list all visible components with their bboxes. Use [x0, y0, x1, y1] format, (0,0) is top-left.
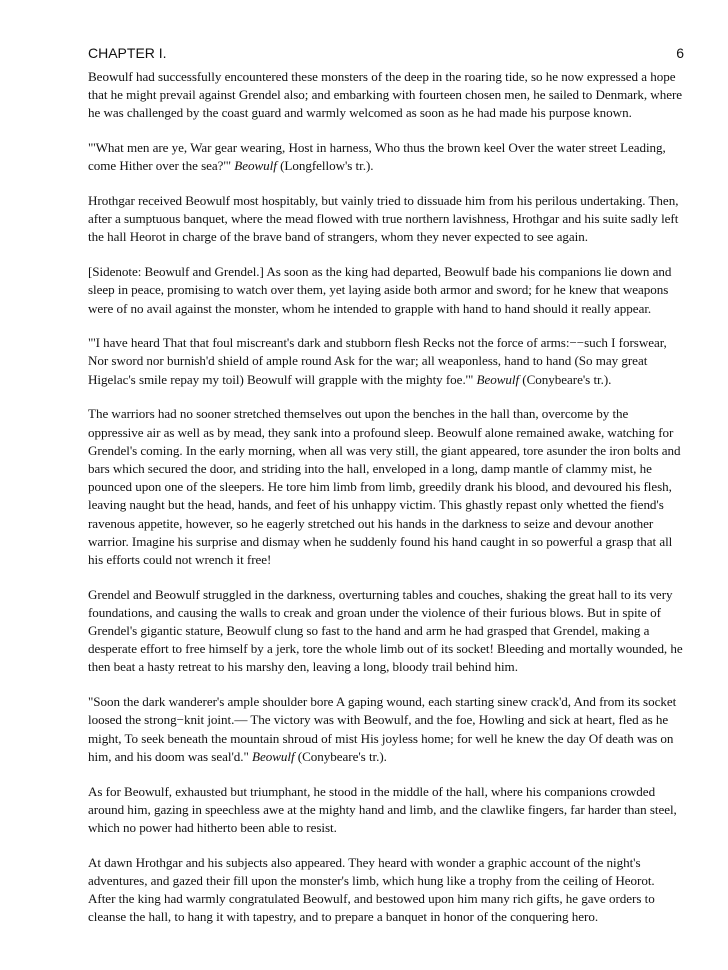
paragraph: Beowulf had successfully encountered these monsters of the deep in the roaring tide, so he now expressed a hope that he might prevail against Grendel also; and embarking with fourteen chosen men, he sailed to Denmark, where he was challenged by the coast guard and warmly welcomed as soon as he had made his purpose known. — [88, 69, 683, 121]
paragraph: At dawn Hrothgar and his subjects also appeared. They heard with wonder a graphic account of the night's adventures, and gazed their fill upon the monster's limb, which hung like a trophy from the ceiling of Heorot. After the king had warmly congratulated Beowulf, and bestowed upon him many rich gifts, he gave orders to cleanse the hall, to hang it with tapestry, and to prepare a banquet in honor of the conquering hero. — [88, 854, 655, 925]
paragraph: Hrothgar received Beowulf most hospitably, but vainly tried to dissuade him from his perilous undertaking. Then, after a sumptuous banquet, where the mead flowed with true northern lavishness, Hrothgar and his suite sadly left the hall Heorot in charge of the brave band of strangers, whom they never expected to see again. — [88, 193, 679, 245]
paragraph: As for Beowulf, exhausted but triumphant, he stood in the middle of the hall, where his companions crowded around him, gazing in speechless awe at the mighty hand and limb, and the clawlike fingers, far harder than steel, which no power had hitherto been able to resist. — [88, 783, 677, 835]
chapter-title: CHAPTER I. — [88, 45, 167, 61]
paragraph: Grendel and Beowulf struggled in the darkness, overturning tables and couches, shaking the great hall to its very foundations, and causing the walls to creak and groan under the violence of their furious blows. But in spite of Grendel's gigantic stature, Beowulf clung so fast to the hand and arm he had grasped that Grendel, making a desperate effort to free himself by a jerk, tore the whole limb out of its socket! Bleeding and mortally wounded, he then beat a hasty retreat to his marshy den, leaving a long, bloody trail behind him. — [88, 586, 683, 675]
quote-paragraph: "'What men are ye, War gear wearing, Host in harness, Who thus the brown keel Over the water street Leading, come Hither over the sea?'" Beowulf (Longfellow's tr.). — [88, 140, 666, 174]
document-page — [88, 44, 684, 943]
quote-paragraph: "Soon the dark wanderer's ample shoulder bore A gaping wound, each starting sinew crack'd, And from its socket loosed the strong−knit joint.— The victory was with Beowulf, and the foe, Howling and sick at heart, fled as he might, To seek beneath the mountain shroud of mist His joyless home; for well he knew the day Of death was on him, and his doom was seal'd." Beowulf (Conybeare's tr.). — [88, 694, 677, 764]
quote-paragraph: "'I have heard That that foul miscreant's dark and stubborn flesh Recks not the force of arms:−−such I forswear, Nor sword nor burnish'd shield of ample round Ask for the war; all weaponless, hand to hand (So may great Higelac's smile repay my toil) Beowulf will grapple with the mighty foe.'" Beowulf (Conybeare's tr.). — [88, 335, 667, 387]
citation-title: Beowulf — [252, 748, 295, 764]
paragraph: [Sidenote: Beowulf and Grendel.] As soon as the king had departed, Beowulf bade his companions lie down and sleep in peace, promising to watch over them, yet laying aside both armor and sword; for he knew that weapons were of no avail against the monster, whom he intended to grapple with hand to hand should it really appear. — [88, 264, 672, 316]
page-number: 6 — [676, 45, 684, 61]
citation-title: Beowulf — [234, 158, 277, 174]
paragraph: The warriors had no sooner stretched themselves out upon the benches in the hall than, overcome by the oppressive air as well as by mead, they sank into a profound sleep. Beowulf alone remained awake, watching for Grendel's coming. In the early morning, when all was very still, the giant appeared, tore asunder the iron bolts and bars which secured the door, and striding into the hall, enveloped in a long, damp mantle of clammy mist, he pounced upon one of the sleepers. He tore him limb from limb, greedily drank his blood, and devoured his flesh, leaving naught but the head, hands, and feet of his unhappy victim. This ghastly repast only whetted the fiend's ravenous appetite, however, so he eagerly stretched out his hands in the darkness to seize and devour another warrior. Imagine his surprise and dismay when he suddenly found his hand caught in so powerful a grasp that all his efforts could not wrench it free! — [88, 406, 681, 567]
page-header — [88, 44, 684, 62]
citation-title: Beowulf — [476, 371, 520, 387]
